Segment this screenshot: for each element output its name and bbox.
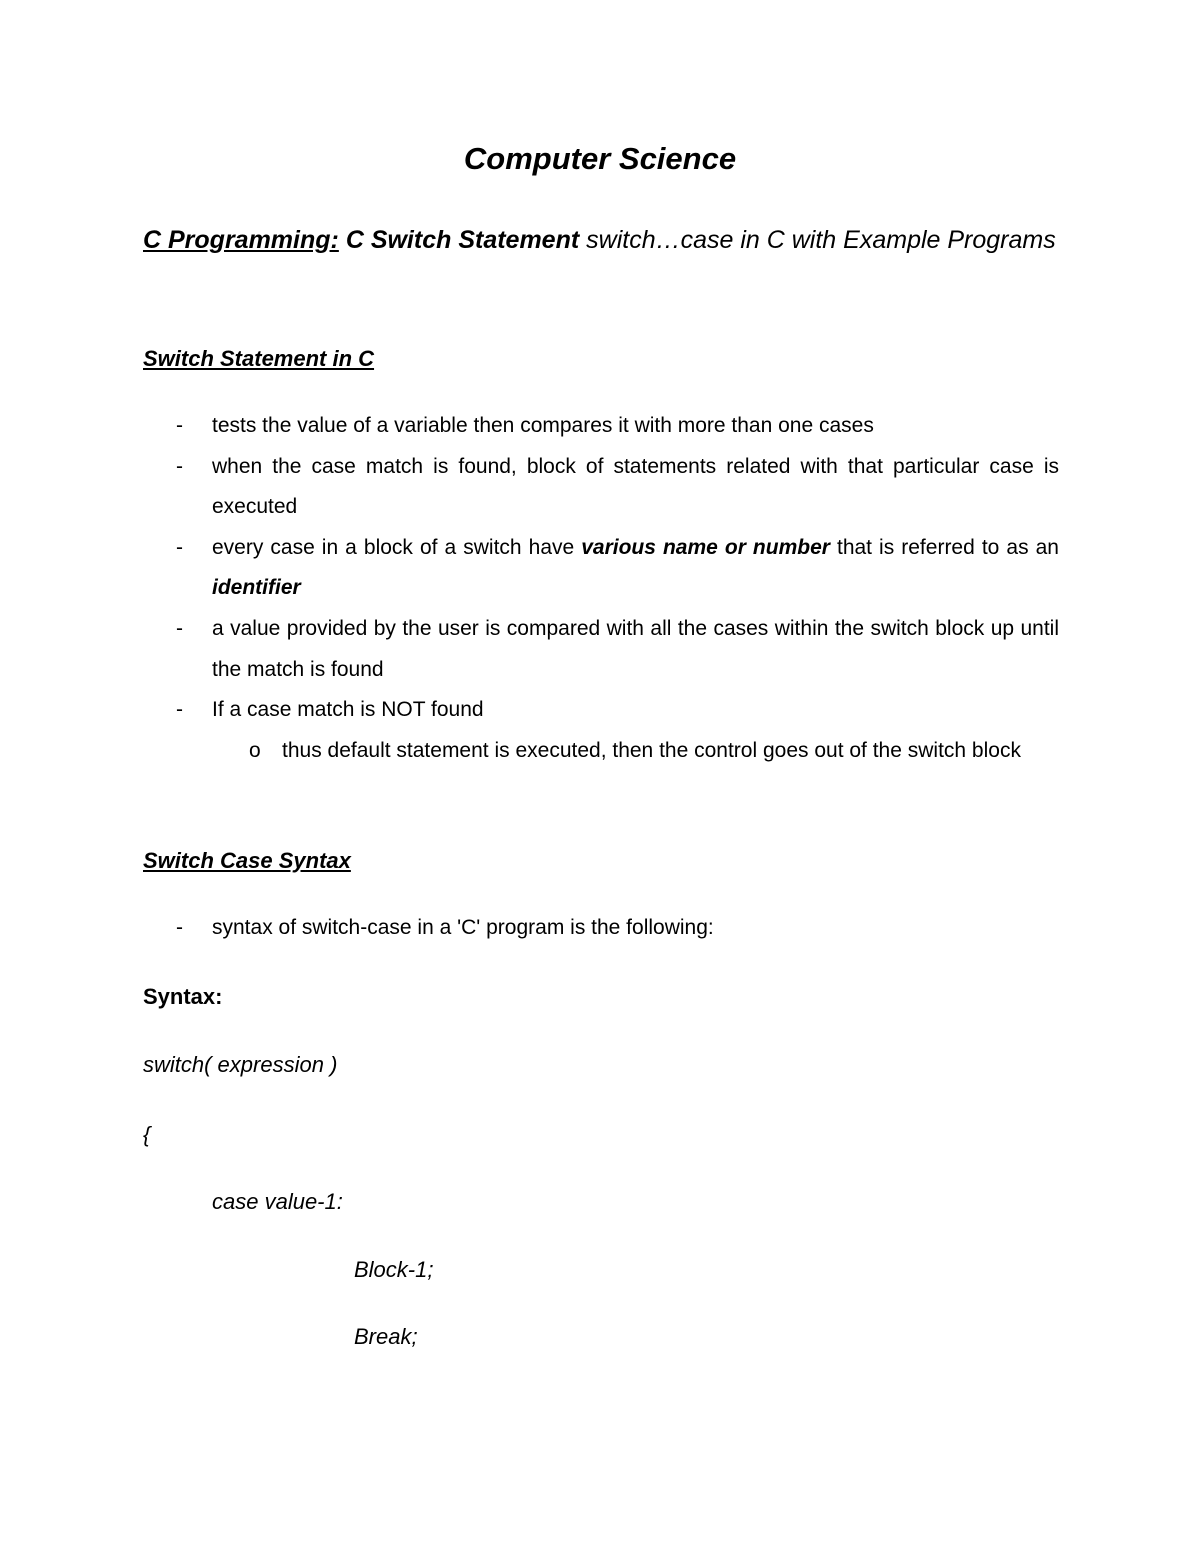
bullet-dash: - [176, 698, 183, 722]
section-heading-switch-case-syntax: Switch Case Syntax [143, 848, 351, 873]
bullet-text: a value provided by the user is compared with all the cases within the switch block up until the match is found [212, 616, 1059, 681]
code-line-block: Block-1; [354, 1257, 434, 1282]
bullet-emphasis: various name or number [581, 535, 830, 559]
subtitle-topic: C Programming: [143, 226, 339, 254]
bullet-text: when the case match is found, block of statements related with that particular case is executed [212, 454, 1059, 519]
code-line-open-brace: { [143, 1122, 151, 1147]
bullet-dash: - [176, 535, 183, 559]
bullet-text: If a case match is NOT found [212, 698, 484, 722]
bullet-text: tests the value of a variable then compares it with more than one cases [212, 414, 874, 437]
subtitle [143, 217, 1059, 263]
bullet-dash: - [176, 414, 183, 437]
bullet-dash: - [176, 454, 183, 478]
sub-bullet-marker: o [249, 738, 261, 762]
bullet-dash: - [176, 616, 183, 640]
syntax-label: Syntax: [143, 984, 223, 1009]
subtitle-bold: C Switch Statement [345, 226, 580, 254]
bullet-list-switch-statement [143, 406, 1059, 771]
list-item [143, 609, 1059, 690]
list-item [143, 690, 1059, 731]
sub-list-item [143, 731, 1059, 772]
page-title: Computer Science [463, 141, 737, 176]
subtitle-rest: switch…case in C with Example Programs [586, 226, 1056, 254]
bullet-text: syntax of switch-case in a 'C' program is the following: [212, 916, 714, 939]
sub-bullet-text: thus default statement is executed, then the control goes out of the switch block [282, 738, 1021, 762]
list-item [143, 528, 1059, 609]
list-item [143, 908, 1059, 949]
code-line-break: Break; [354, 1324, 418, 1349]
bullet-text-mid: that is referred to as an [836, 535, 1059, 559]
code-line-switch: switch( expression ) [143, 1052, 338, 1077]
list-item [143, 447, 1059, 528]
code-line-case: case value-1: [212, 1189, 343, 1214]
bullet-dash: - [176, 916, 183, 939]
bullet-emphasis: identifier [212, 576, 301, 600]
bullet-text-pre: every case in a block of a switch have [212, 535, 575, 559]
bullet-list-syntax [143, 908, 1059, 949]
list-item [143, 406, 1059, 447]
section-heading-switch-statement: Switch Statement in C [143, 346, 375, 371]
